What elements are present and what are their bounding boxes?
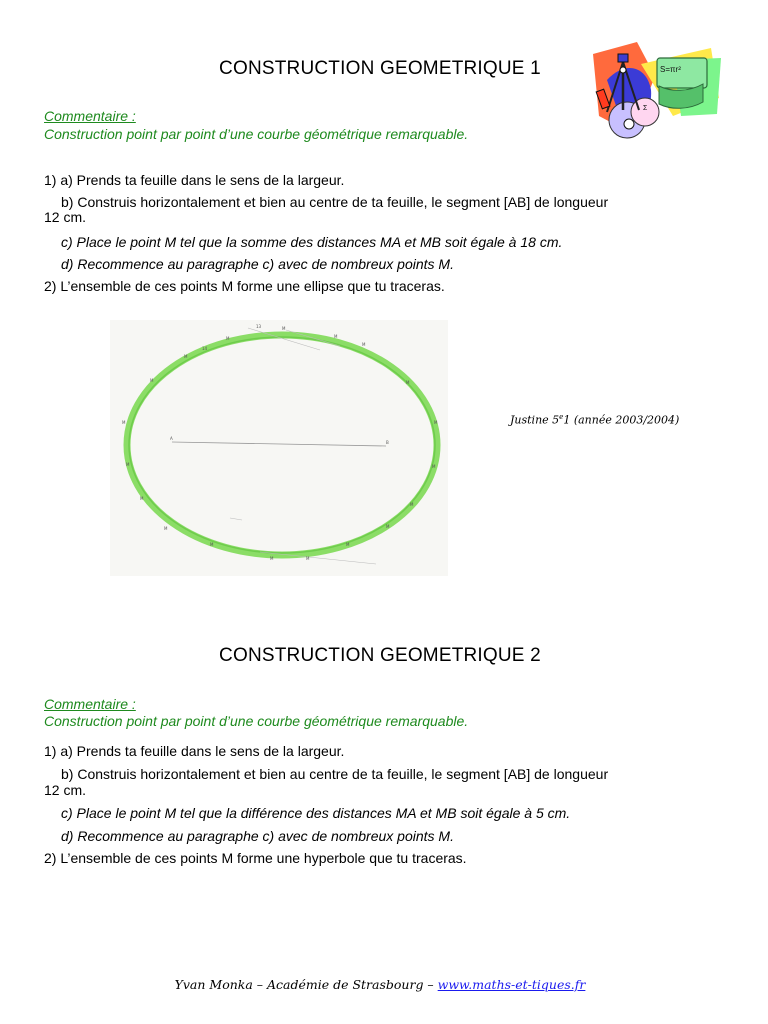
svg-text:M: M <box>434 420 438 425</box>
comment-label: Commentaire : <box>44 108 136 124</box>
footer <box>0 977 760 992</box>
svg-text:14: 14 <box>202 346 208 351</box>
section2-title: CONSTRUCTION GEOMETRIQUE 2 <box>219 645 541 666</box>
comment-label: Commentaire : <box>44 696 136 712</box>
drawing-caption: Justine 5e1 (année 2003/2004) <box>510 413 680 427</box>
step-1c: c) Place le point M tel que la différence des distances MA et MB soit égale à 5 cm. <box>61 805 571 821</box>
step-1a: 1) a) Prends ta feuille dans le sens de la largeur. <box>44 743 345 759</box>
step-1d: d) Recommence au paragraphe c) avec de nombreux points M. <box>61 828 454 844</box>
svg-text:M: M <box>122 420 126 425</box>
step-1c: c) Place le point M tel que la somme des distances MA et MB soit égale à 18 cm. <box>61 234 563 250</box>
svg-text:M: M <box>164 526 168 531</box>
footer-author: Yvan Monka – Académie de Strasbourg – <box>174 977 438 992</box>
svg-text:M: M <box>184 354 188 359</box>
svg-text:M: M <box>432 464 436 469</box>
svg-text:M: M <box>150 378 154 383</box>
svg-text:M: M <box>406 380 410 385</box>
svg-text:M: M <box>334 334 338 339</box>
svg-text:M: M <box>386 524 390 529</box>
step-1b-line2: 12 cm. <box>44 209 87 225</box>
svg-text:B: B <box>386 440 389 445</box>
svg-text:M: M <box>346 542 350 547</box>
svg-text:M: M <box>210 542 214 547</box>
section1-title: CONSTRUCTION GEOMETRIQUE 1 <box>219 58 541 79</box>
comment-text: Construction point par point d’une courbe géométrique remarquable. <box>44 713 469 729</box>
svg-text:M: M <box>226 336 230 341</box>
step-2: 2) L’ensemble de ces points M forme une ellipse que tu traceras. <box>44 278 445 294</box>
svg-text:M: M <box>410 502 414 507</box>
svg-text:Σ: Σ <box>643 105 648 112</box>
svg-text:M: M <box>140 496 144 501</box>
svg-text:S=πr²: S=πr² <box>660 65 681 74</box>
svg-text:M: M <box>306 556 310 561</box>
footer-link[interactable]: www.maths-et-tiques.fr <box>437 977 586 992</box>
step-1b-line1: b) Construis horizontalement et bien au centre de ta feuille, le segment [AB] de longueur <box>61 766 609 782</box>
svg-text:A: A <box>170 436 173 441</box>
step-1a: 1) a) Prends ta feuille dans le sens de la largeur. <box>44 172 345 188</box>
svg-text:M: M <box>126 462 130 467</box>
svg-text:13: 13 <box>256 324 262 329</box>
ellipse-drawing <box>110 320 448 576</box>
comment-text: Construction point par point d’une courbe géométrique remarquable. <box>44 126 469 142</box>
step-1d: d) Recommence au paragraphe c) avec de nombreux points M. <box>61 256 454 272</box>
svg-text:M: M <box>362 342 366 347</box>
svg-text:M: M <box>270 556 274 561</box>
svg-text:M: M <box>282 326 286 331</box>
step-2: 2) L’ensemble de ces points M forme une hyperbole que tu traceras. <box>44 850 467 866</box>
geometry-tools-clipart <box>585 40 725 150</box>
step-1b-line1: b) Construis horizontalement et bien au centre de ta feuille, le segment [AB] de longueur <box>61 194 609 210</box>
step-1b-line2: 12 cm. <box>44 782 87 798</box>
